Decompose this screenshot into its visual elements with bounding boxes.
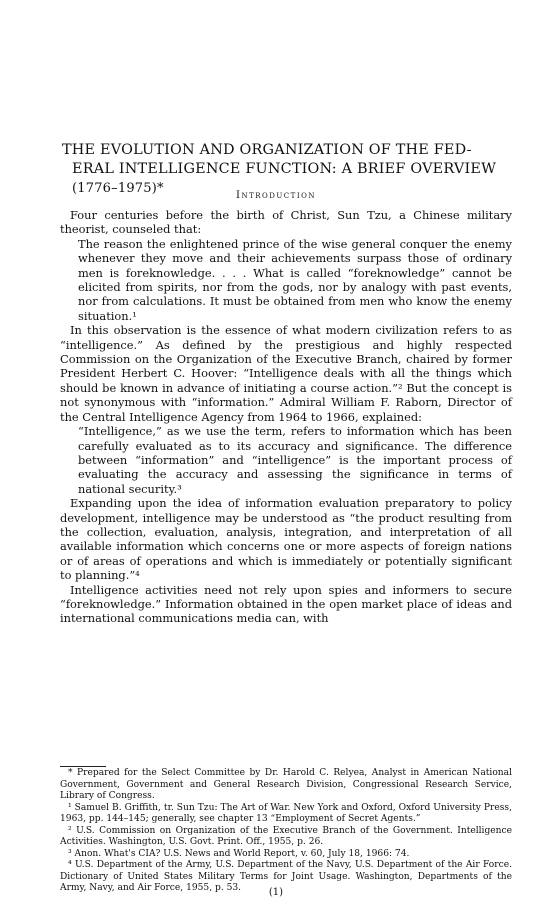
paragraph: Intelligence activities need not rely upon spies and informers to secure “foreknowledge.” Information obtained in the open market place of ideas and international communications media can, with	[60, 582, 512, 626]
paragraph: Four centuries before the birth of Christ, Sun Tzu, a Chinese military theorist, counseled that:	[60, 208, 512, 237]
title-line-3: (1776–1975)*	[72, 181, 164, 196]
block-quote: The reason the enlightened prince of the wise general conquer the enemy whenever they move and their achievements surpass those of ordinary men is foreknowledge. . . . What is called “foreknowledge” cannot be elicited from spirits, nor from the gods, nor by analogy with past events, nor from calculations. It must be obtained from men who know the enemy situation.¹	[78, 236, 512, 323]
footnote: * Prepared for the Select Committee by Dr. Harold C. Relyea, Analyst in American National Government, Government and General Research Division, Congressional Research Service, Library of Congress.	[60, 768, 512, 801]
title-line-2: ERAL INTELLIGENCE FUNCTION: A BRIEF OVERVIEW	[72, 161, 497, 177]
page-number: (1)	[268, 887, 284, 898]
body-text	[60, 208, 512, 626]
block-quote: “Intelligence,” as we use the term, refers to information which has been carefully evaluated as to its accuracy and significance. The difference between “information” and “intelligence” is the important process of evaluating the accuracy and assessing the significance in terms of national security.³	[78, 424, 512, 496]
footnote: ² U.S. Commission on Organization of the Executive Branch of the Government. Intelligence Activities. Washington, U.S. Govt. Print. Off., 1955, p. 26.	[60, 825, 512, 847]
section-heading: Introduction	[236, 190, 316, 201]
paragraph: Expanding upon the idea of information evaluation preparatory to policy development, intelligence may be understood as “the product resulting from the collection, evaluation, analysis, integration, and interpretation of all available information which concerns one or more aspects of foreign nations or of areas of operations and which is immediately or potentially significant to planning.”⁴	[60, 496, 512, 583]
title-line-1: THE EVOLUTION AND ORGANIZATION OF THE FED-	[62, 142, 472, 158]
footnote: ³ Anon. What's CIA? U.S. News and World Report, v. 60, July 18, 1966: 74.	[68, 848, 410, 859]
footnote: ⁴ U.S. Department of the Army, U.S. Department of the Navy, U.S. Department of the Air Force. Dictionary of United States Military Terms for Joint Usage. Washington, Departments of the Army, Navy, and Air Force, 1955, p. 53.	[60, 860, 512, 893]
footnote: ¹ Samuel B. Griffith, tr. Sun Tzu: The Art of War. New York and Oxford, Oxford University Press, 1963, pp. 144–145; generally, see chapter 13 “Employment of Secret Agents.”	[60, 802, 512, 824]
paragraph: In this observation is the essence of what modern civilization refers to as “intelligence.” As defined by the prestigious and highly respected Commission on the Organization of the Executive Branch, chaired by former President Herbert C. Hoover: “Intelligence deals with all the things which should be known in advance of initiating a course action.”² But the concept is not synonymous with “information.” Admiral William F. Raborn, Director of the Central Intelligence Agency from 1964 to 1966, explained:	[60, 323, 512, 424]
footnotes	[60, 768, 512, 895]
footnote-divider	[60, 766, 106, 767]
